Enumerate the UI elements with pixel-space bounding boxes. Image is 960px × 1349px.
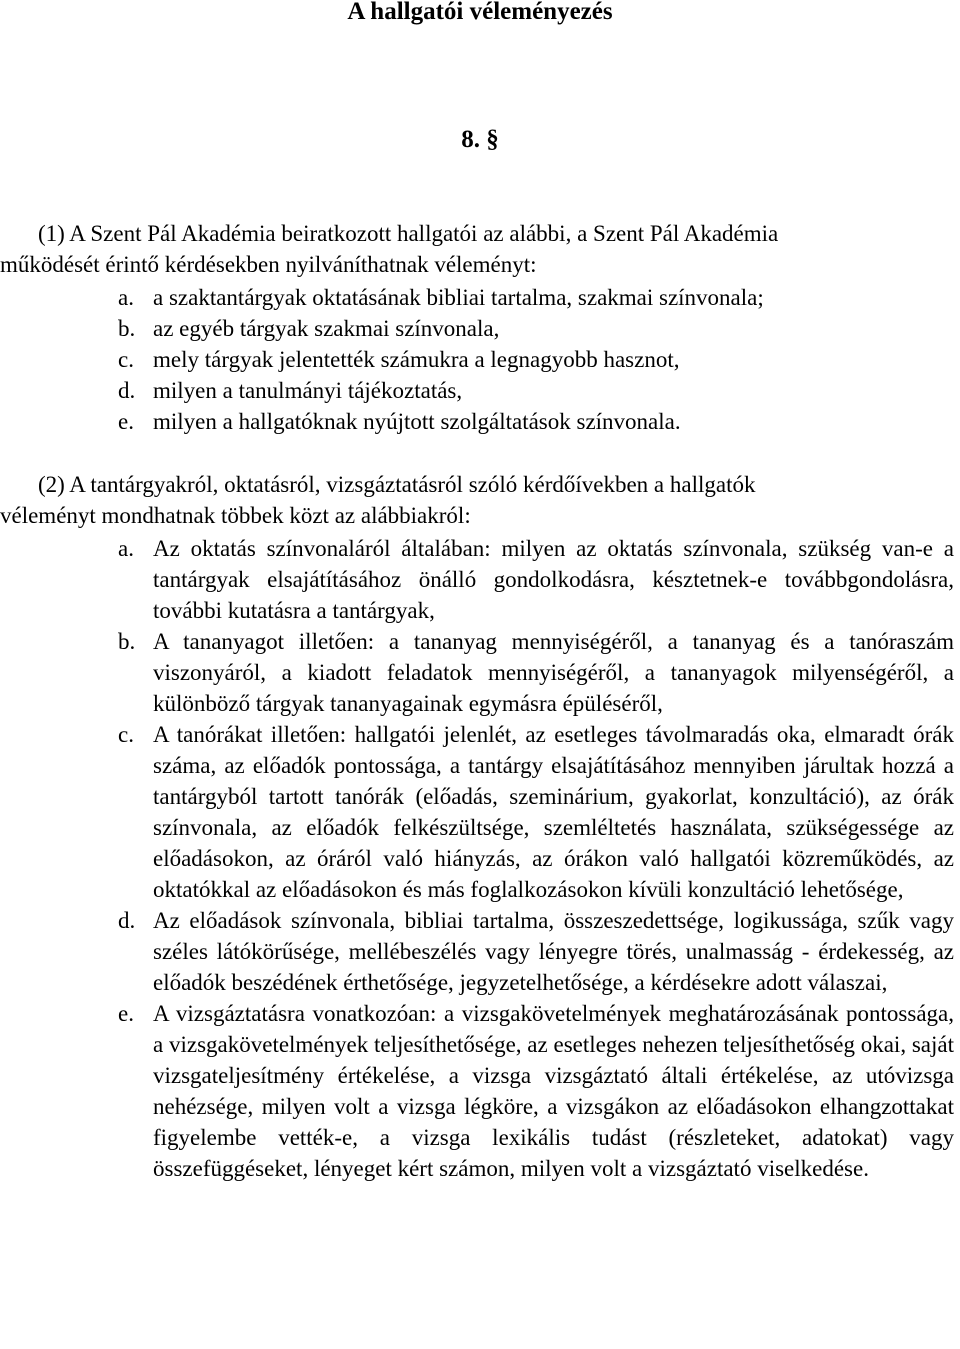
list-item-marker: e. xyxy=(118,1001,134,1026)
list-item xyxy=(118,313,954,344)
list-item-marker: b. xyxy=(118,316,136,341)
list-item-marker: d. xyxy=(118,908,136,933)
list-item-text: A vizsgáztatásra vonatkozóan: a vizsgakövetelmények meghatározásának pontossága, a vizsgakövetelmények teljesíthetősége, az esetleges nehezen teljesíthetőség okai, saját vizsgateljesítmény értékelése, a vizsga vizsgáztató általi értékelése, az utóvizsga nehézsége, milyen volt a vizsga légköre, a vizsgákon az előadásokon elhangzottakat figyelembe vették-e, a vizsga lexikális tudást (részleteket, adatokat) vagy összefüggéseket, lényeget kért számon, milyen volt a vizsgáztató viselkedése. xyxy=(153,1001,954,1181)
list-item-text: Az oktatás színvonaláról általában: milyen az oktatás színvonala, szükség van-e a tantárgyak elsajátításához önálló gondolkodásra, késztetnek-e továbbgondolásra, további kutatásra a tantárgyak, xyxy=(153,536,954,623)
list-item xyxy=(118,998,954,1184)
paragraph-2-list xyxy=(118,533,954,1184)
list-item-marker: d. xyxy=(118,378,136,403)
list-item-marker: b. xyxy=(118,629,136,654)
list-item xyxy=(118,282,954,313)
list-item-text: mely tárgyak jelentették számukra a legnagyobb hasznot, xyxy=(153,347,680,372)
list-item-marker: c. xyxy=(118,722,134,747)
list-item xyxy=(118,406,954,437)
document-title: A hallgatói véleményezés xyxy=(347,0,613,25)
paragraph-2-intro xyxy=(0,469,954,531)
list-item-text: milyen a tanulmányi tájékoztatás, xyxy=(153,378,463,403)
list-item-marker: e. xyxy=(118,409,134,434)
list-item xyxy=(118,719,954,905)
list-item-marker: a. xyxy=(118,536,134,561)
paragraph-1-list xyxy=(118,282,954,437)
list-item xyxy=(118,375,954,406)
list-item xyxy=(118,533,954,626)
list-item-text: A tanórákat illetően: hallgatói jelenlét, az esetleges távolmaradás oka, elmaradt órák száma, az előadók pontossága, a tantárgy elsajátításához mennyiben járultak hozzá a tantárgyból tartott tanórák (előadás, szeminárium, gyakorlat, konzultáció), az órák színvonala, az előadók felkészültsége, szemléltetés használata, szükségessége az előadásokon, az óráról való hiányzás, az órákon való hallgatói közreműködés, az oktatókkal az előadásokon és más foglalkozásokon kívüli konzultáció lehetősége, xyxy=(153,722,954,902)
paragraph-1-intro-line1: (1) A Szent Pál Akadémia beiratkozott hallgatói az alábbi, a Szent Pál Akadémia xyxy=(38,221,779,246)
list-item-text: A tananyagot illetően: a tananyag mennyiségéről, a tananyag és a tanóraszám viszonyáról, a kiadott feladatok mennyiségéről, a tananyagok milyenségéről, a különböző tárgyak tananyagainak egymásra épüléséről, xyxy=(153,629,954,716)
list-item-marker: a. xyxy=(118,285,134,310)
paragraph-1-intro xyxy=(0,218,954,280)
list-item xyxy=(118,626,954,719)
section-number: 8. § xyxy=(461,126,499,153)
paragraph-2-intro-line1: (2) A tantárgyakról, oktatásról, vizsgáztatásról szóló kérdőívekben a hallgatók xyxy=(38,472,756,497)
paragraph-2-intro-line2: véleményt mondhatnak többek közt az alábbiakról: xyxy=(0,503,471,528)
list-item-text: milyen a hallgatóknak nyújtott szolgáltatások színvonala. xyxy=(153,409,681,434)
list-item xyxy=(118,905,954,998)
list-item-text: Az előadások színvonala, bibliai tartalma, összeszedettsége, logikussága, szűk vagy széles látókörűsége, mellébeszélés vagy lényegre törés, unalmasság - érdekesség, az előadók beszédének érthetősége, jegyzetelhetősége, a kérdésekre adott válaszai, xyxy=(153,908,954,995)
list-item-text: az egyéb tárgyak szakmai színvonala, xyxy=(153,316,500,341)
list-item-marker: c. xyxy=(118,347,134,372)
list-item-text: a szaktantárgyak oktatásának bibliai tartalma, szakmai színvonala; xyxy=(153,285,764,310)
paragraph-1-intro-line2: működését érintő kérdésekben nyilváníthatnak véleményt: xyxy=(0,252,537,277)
list-item xyxy=(118,344,954,375)
